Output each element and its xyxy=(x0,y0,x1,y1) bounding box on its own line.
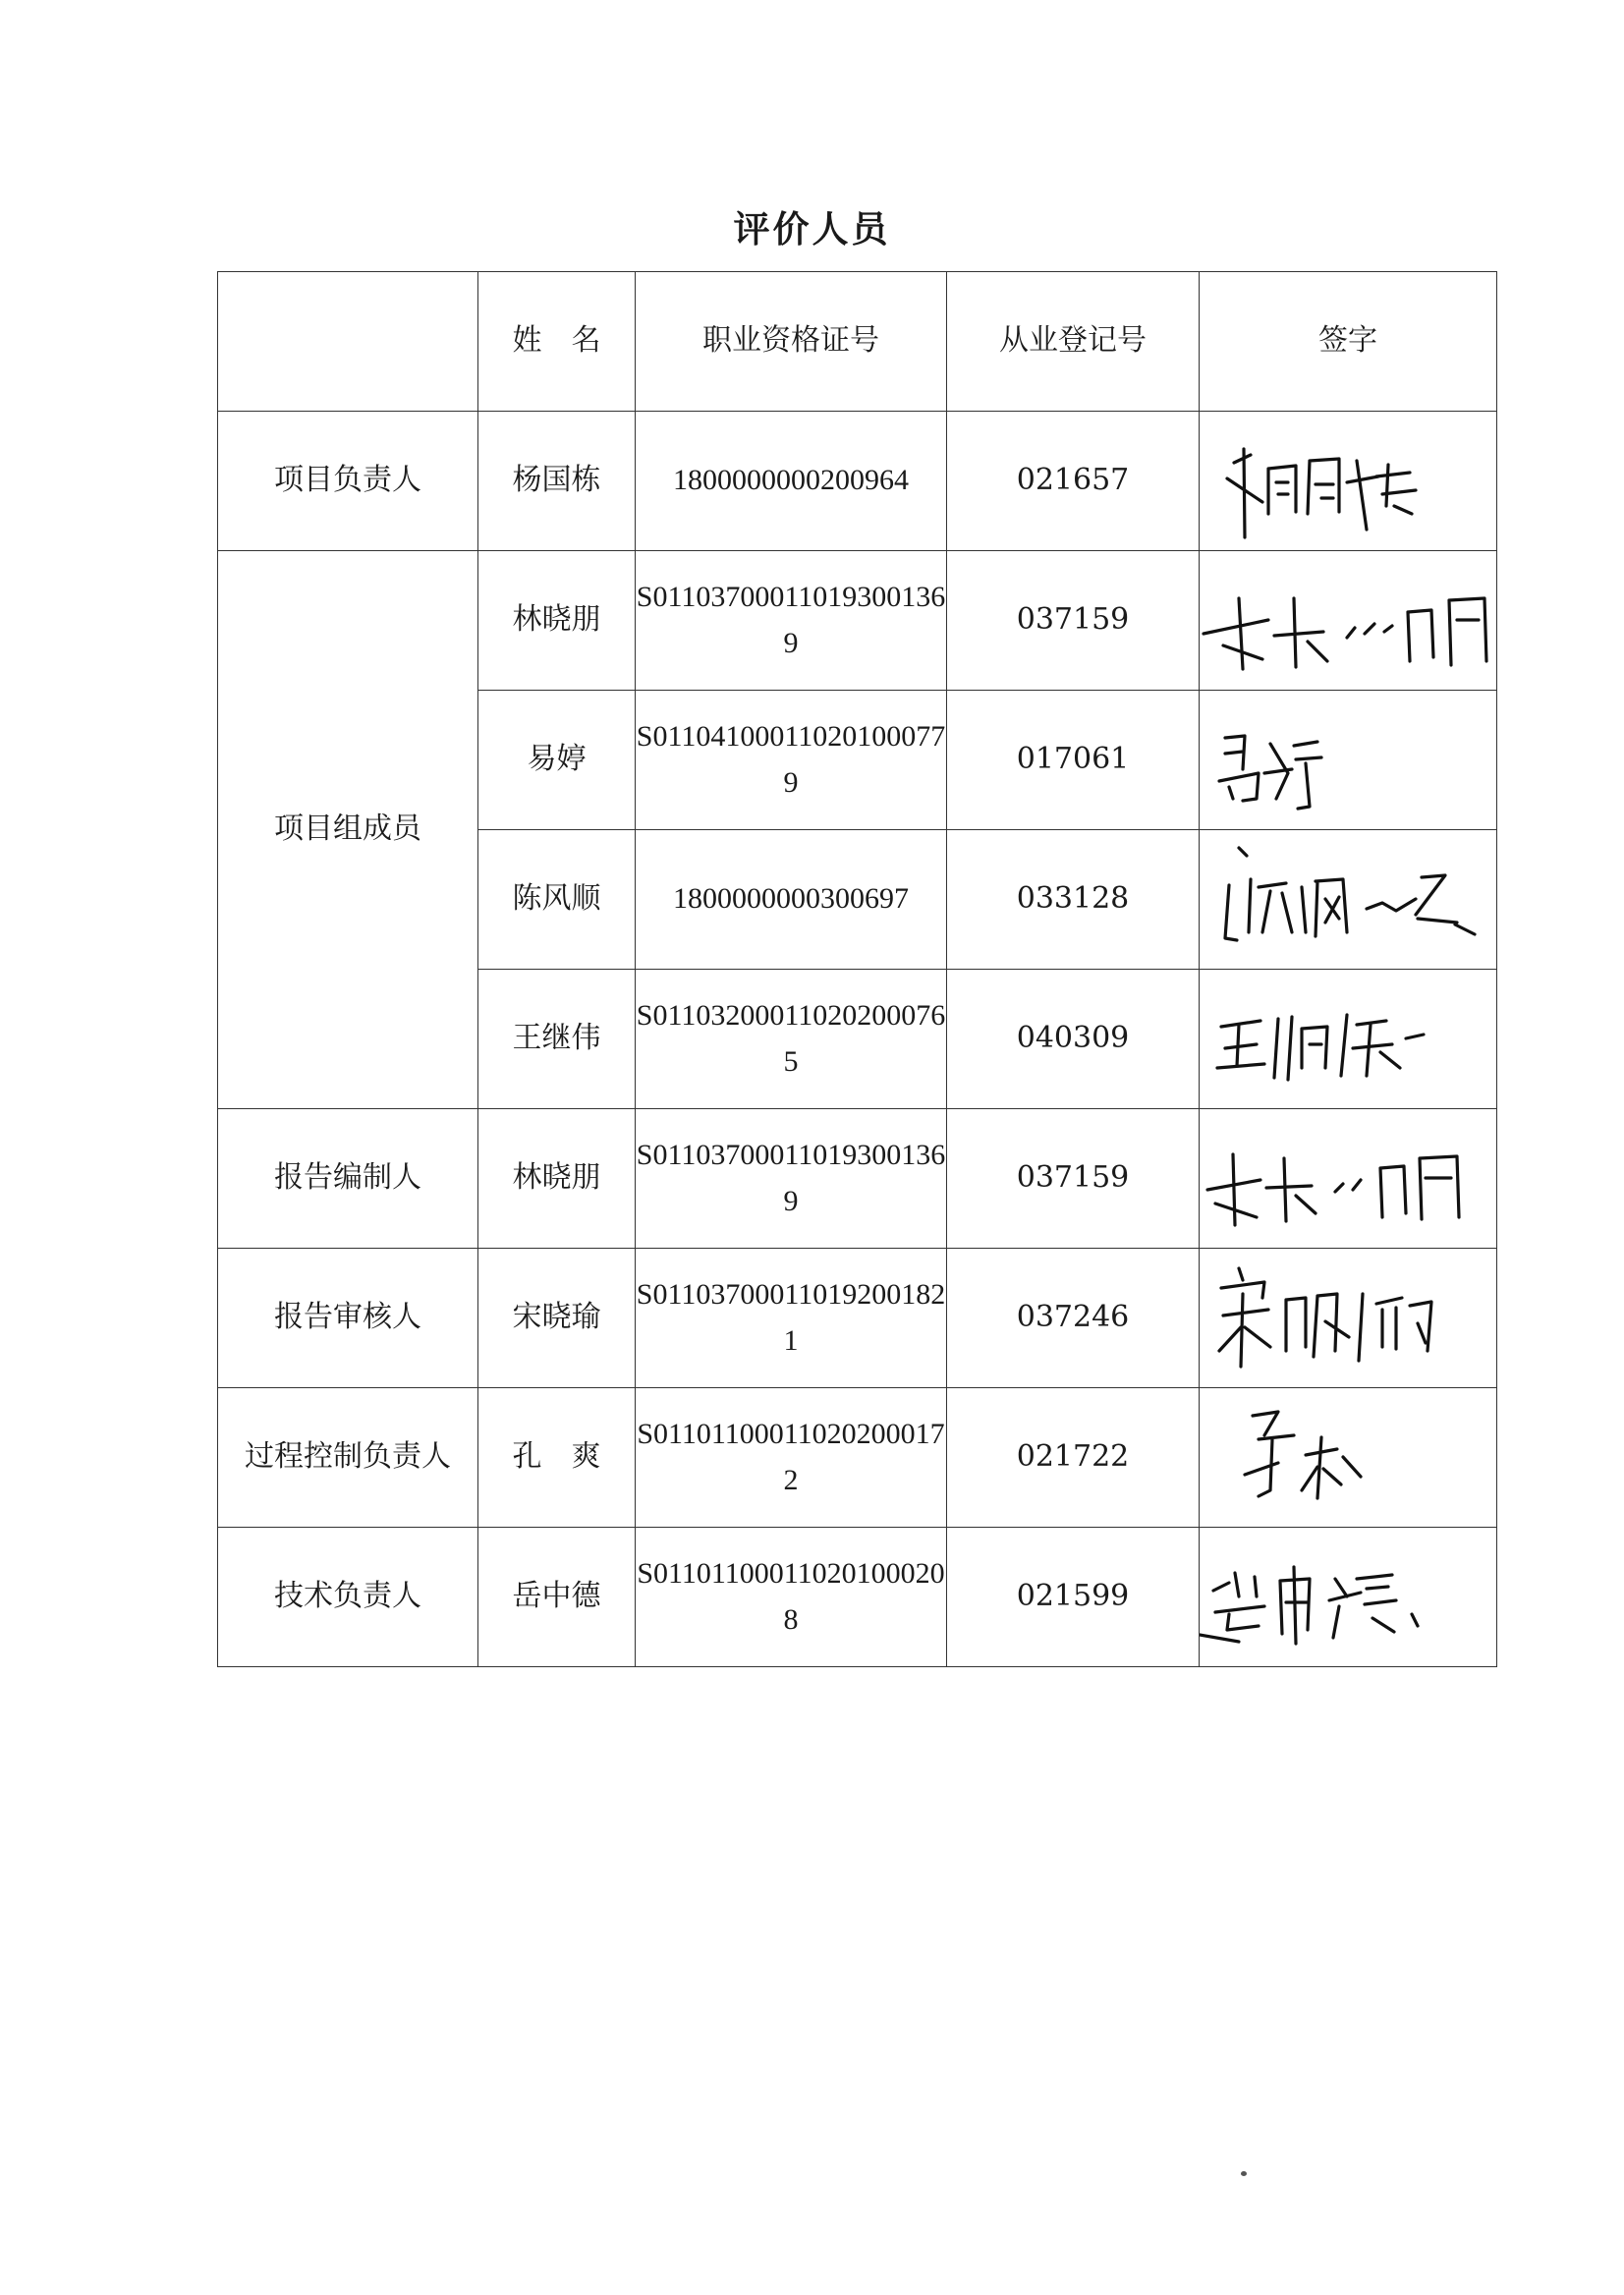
name-cell: 王继伟 xyxy=(478,970,636,1109)
registration-no-cell: 033128 xyxy=(947,830,1200,970)
handwritten-signature-image xyxy=(1200,970,1497,1108)
table-row xyxy=(218,1528,1497,1667)
signature-cell xyxy=(1200,1528,1497,1667)
table-row xyxy=(218,412,1497,551)
name-cell: 岳中德 xyxy=(478,1528,636,1667)
signature-cell xyxy=(1200,1109,1497,1249)
role-cell: 项目组成员 xyxy=(218,551,478,1109)
qualification-no-cell: 1800000000200964 xyxy=(636,412,947,551)
header-role xyxy=(218,272,478,412)
table-row xyxy=(218,1249,1497,1388)
table-row xyxy=(218,1388,1497,1528)
signature-cell xyxy=(1200,1388,1497,1528)
role-cell: 过程控制负责人 xyxy=(218,1388,478,1528)
qualification-no-cell: S011037000110193001369 xyxy=(636,551,947,691)
signature-cell xyxy=(1200,970,1497,1109)
staff-table xyxy=(217,271,1497,1667)
registration-no-cell: 037159 xyxy=(947,551,1200,691)
registration-no-cell: 021599 xyxy=(947,1528,1200,1667)
header-qualification-no: 职业资格证号 xyxy=(636,272,947,412)
registration-no-cell: 040309 xyxy=(947,970,1200,1109)
role-cell: 技术负责人 xyxy=(218,1528,478,1667)
signature-cell xyxy=(1200,1249,1497,1388)
qualification-no-cell: S011011000110202000172 xyxy=(636,1388,947,1528)
signature-cell xyxy=(1200,412,1497,551)
handwritten-signature-image xyxy=(1200,1249,1497,1387)
signature-cell xyxy=(1200,551,1497,691)
registration-no-cell: 017061 xyxy=(947,691,1200,830)
qualification-no-cell: 1800000000300697 xyxy=(636,830,947,970)
name-cell: 林晓朋 xyxy=(478,1109,636,1249)
name-cell: 杨国栋 xyxy=(478,412,636,551)
scan-speck xyxy=(1241,2171,1247,2176)
handwritten-signature-image xyxy=(1200,1109,1497,1248)
qualification-no-cell: S011037000110192001821 xyxy=(636,1249,947,1388)
name-cell: 陈风顺 xyxy=(478,830,636,970)
signature-cell xyxy=(1200,691,1497,830)
table-row xyxy=(218,551,1497,691)
header-registration-no: 从业登记号 xyxy=(947,272,1200,412)
signature-cell xyxy=(1200,830,1497,970)
table-row xyxy=(218,1109,1497,1249)
role-cell: 报告审核人 xyxy=(218,1249,478,1388)
handwritten-signature-image xyxy=(1200,1388,1497,1527)
registration-no-cell: 037246 xyxy=(947,1249,1200,1388)
table-header-row xyxy=(218,272,1497,412)
qualification-no-cell: S011037000110193001369 xyxy=(636,1109,947,1249)
handwritten-signature-image xyxy=(1200,551,1497,690)
name-cell: 宋晓瑜 xyxy=(478,1249,636,1388)
qualification-no-cell: S011011000110201000208 xyxy=(636,1528,947,1667)
role-cell: 项目负责人 xyxy=(218,412,478,551)
header-name: 姓 名 xyxy=(478,272,636,412)
registration-no-cell: 021722 xyxy=(947,1388,1200,1528)
role-cell: 报告编制人 xyxy=(218,1109,478,1249)
page-title: 评价人员 xyxy=(733,208,891,251)
name-cell: 林晓朋 xyxy=(478,551,636,691)
name-cell: 易婷 xyxy=(478,691,636,830)
handwritten-signature-image xyxy=(1200,691,1497,829)
handwritten-signature-image xyxy=(1200,830,1497,969)
name-cell: 孔 爽 xyxy=(478,1388,636,1528)
qualification-no-cell: S011041000110201000779 xyxy=(636,691,947,830)
handwritten-signature-image xyxy=(1200,1528,1497,1666)
registration-no-cell: 021657 xyxy=(947,412,1200,551)
handwritten-signature-image xyxy=(1200,412,1497,550)
registration-no-cell: 037159 xyxy=(947,1109,1200,1249)
qualification-no-cell: S011032000110202000765 xyxy=(636,970,947,1109)
header-signature: 签字 xyxy=(1200,272,1497,412)
